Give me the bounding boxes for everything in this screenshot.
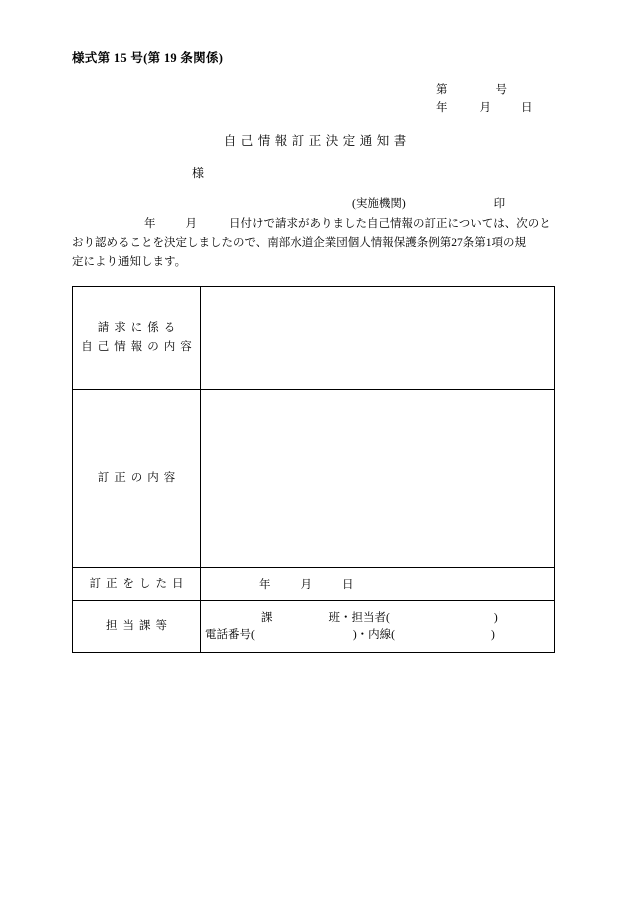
row-label-request-content [73,287,201,390]
row-value-correction-date[interactable] [201,568,555,601]
row-value-request-content[interactable] [201,287,555,390]
row-value-responsible-section[interactable] [201,601,555,653]
responsible-person-label: 班・担当者( [328,611,390,624]
issuer-seal: 印 [493,198,506,210]
row-label-correction-content-text: 訂正の内容 [97,472,181,484]
form-number: 様式第 15 号(第 19 条関係) [72,51,224,65]
row-label-correction-date [73,568,201,601]
extension-close: ) [491,628,495,641]
body-line1: 日付けで請求がありました自己情報の訂正については、次のと [229,218,551,230]
row-label-responsible-section [73,601,201,653]
body-month: 月 [185,218,197,230]
responsible-person-close: ) [493,611,498,624]
page-title: 自己情報訂正決定通知書 [223,134,411,148]
responsible-phone-line [201,627,554,644]
issuer-line [352,195,505,211]
body-text [72,215,556,272]
row-label-responsible-section-text: 担当課等 [106,620,172,632]
addressee-label: 様 [192,166,205,180]
document-date-line [436,99,533,115]
responsible-section-line [201,610,554,627]
phone-close-extension-label: )・内線( [352,628,396,641]
table-row [73,568,555,601]
correction-date-month: 月 [300,579,312,591]
document-number-label: 第 [436,84,448,96]
document-number-line [436,81,507,97]
correction-date-line [201,576,554,592]
body-line2: おり認めることを決定しましたので、南部水道企業団個人情報保護条例第27条第1項の規 [72,237,527,249]
correction-date-year: 年 [259,579,271,591]
row-label-correction-date-text: 訂正をした日 [89,577,189,590]
phone-label: 電話番号( [205,628,255,641]
document-number-suffix: 号 [495,84,507,96]
row-label-request-content-line1: 請求に係る [97,322,181,334]
notification-table [72,286,555,653]
table-row [73,601,555,653]
body-year: 年 [144,218,156,230]
table-row [73,390,555,568]
responsible-section-suffix: 課 [261,611,273,624]
body-line3: 定により通知します。 [72,256,187,268]
document-date-year: 年 [436,102,448,114]
row-value-correction-content[interactable] [201,390,555,568]
issuer-organization: (実施機関) [352,198,406,210]
correction-date-day: 日 [342,579,354,591]
document-date-month: 月 [479,102,491,114]
row-label-request-content-line2: 自己情報の内容 [81,341,197,353]
table-row [73,287,555,390]
row-label-correction-content [73,390,201,568]
document-date-day: 日 [521,102,533,114]
